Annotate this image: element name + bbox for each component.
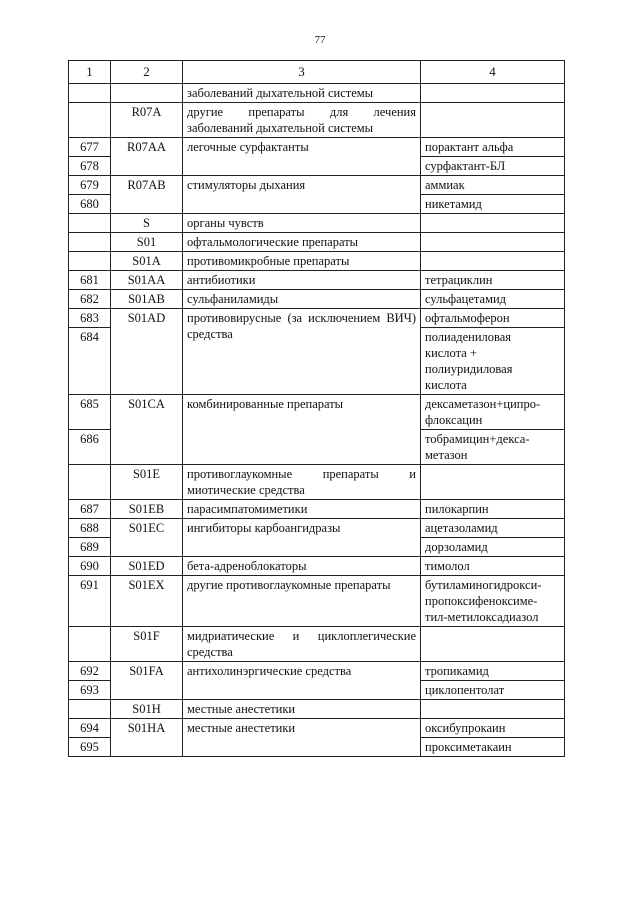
drug-name (421, 233, 565, 252)
row-number (69, 103, 111, 138)
drug-name: оксибупрокаин (421, 719, 565, 738)
group-name: легочные сурфактанты (183, 138, 421, 176)
row-number: 685 (69, 395, 111, 430)
group-name: ингибиторы карбоангидразы (183, 519, 421, 557)
atc-code: R07AB (111, 176, 183, 214)
group-name: противомикробные препараты (183, 252, 421, 271)
group-name: противоглаукомные препараты и миотические средства (183, 465, 421, 500)
row-number (69, 465, 111, 500)
row-number (69, 214, 111, 233)
drug-name: дорзоламид (421, 538, 565, 557)
table-row (69, 719, 565, 738)
row-number: 689 (69, 538, 111, 557)
drug-name: тропикамид (421, 662, 565, 681)
drug-name (421, 214, 565, 233)
header-col-1: 1 (69, 61, 111, 84)
drug-name (421, 84, 565, 103)
group-name: противовирусные (за исключением ВИЧ) средства (183, 309, 421, 395)
drug-table (68, 60, 565, 757)
table-row (69, 309, 565, 328)
atc-code: S01F (111, 627, 183, 662)
row-number: 695 (69, 738, 111, 757)
row-number: 682 (69, 290, 111, 309)
row-number: 678 (69, 157, 111, 176)
row-number: 681 (69, 271, 111, 290)
atc-code: S (111, 214, 183, 233)
group-name: сульфаниламиды (183, 290, 421, 309)
group-name: заболеваний дыхательной системы (183, 84, 421, 103)
group-name: антихолинэргические средства (183, 662, 421, 700)
drug-name-line: метазон (425, 448, 468, 462)
atc-code: S01AD (111, 309, 183, 395)
table-row (69, 233, 565, 252)
drug-name-line: тобрамицин+декса- (425, 432, 530, 446)
group-name: парасимпатомиметики (183, 500, 421, 519)
group-name: другие противоглаукомные препараты (183, 576, 421, 627)
group-name: местные анестетики (183, 700, 421, 719)
atc-code: S01HA (111, 719, 183, 757)
atc-code: S01E (111, 465, 183, 500)
drug-name-line: тил-метилоксадиазол (425, 610, 539, 624)
table-row (69, 290, 565, 309)
drug-name (421, 103, 565, 138)
row-number (69, 84, 111, 103)
group-name: местные анестетики (183, 719, 421, 757)
drug-name: порактант альфа (421, 138, 565, 157)
row-number: 693 (69, 681, 111, 700)
group-name: мидриатические и циклоплегические средства (183, 627, 421, 662)
atc-code: S01EX (111, 576, 183, 627)
drug-name (421, 395, 565, 430)
drug-name-line: полиадениловая (425, 330, 512, 344)
drug-name (421, 700, 565, 719)
atc-code: S01ED (111, 557, 183, 576)
header-col-4: 4 (421, 61, 565, 84)
drug-name (421, 430, 565, 465)
drug-name: аммиак (421, 176, 565, 195)
row-number: 694 (69, 719, 111, 738)
row-number (69, 700, 111, 719)
atc-code: S01AA (111, 271, 183, 290)
row-number: 683 (69, 309, 111, 328)
table-row (69, 214, 565, 233)
row-number: 690 (69, 557, 111, 576)
drug-name-line: флоксацин (425, 413, 483, 427)
row-number: 677 (69, 138, 111, 157)
header-row (69, 61, 565, 84)
row-number: 684 (69, 328, 111, 395)
drug-name-line: пропоксифеноксиме- (425, 594, 538, 608)
table-row (69, 271, 565, 290)
table-row (69, 465, 565, 500)
drug-name-line: дексаметазон+ципро- (425, 397, 541, 411)
drug-name-line: кислота + (425, 346, 477, 360)
table-row (69, 138, 565, 157)
atc-code: S01EB (111, 500, 183, 519)
atc-code: S01 (111, 233, 183, 252)
page-number: 77 (314, 34, 326, 46)
drug-name: сурфактант-БЛ (421, 157, 565, 176)
drug-name: проксиметакаин (421, 738, 565, 757)
table-row (69, 84, 565, 103)
table-row (69, 700, 565, 719)
table-row (69, 103, 565, 138)
atc-code: S01EC (111, 519, 183, 557)
group-name: бета-адреноблокаторы (183, 557, 421, 576)
row-number: 687 (69, 500, 111, 519)
drug-name: циклопентолат (421, 681, 565, 700)
row-number: 679 (69, 176, 111, 195)
group-name: антибиотики (183, 271, 421, 290)
row-number (69, 233, 111, 252)
row-number: 688 (69, 519, 111, 538)
drug-name-line: бутиламиногидрокси- (425, 578, 542, 592)
atc-code (111, 84, 183, 103)
group-name: комбинированные препараты (183, 395, 421, 465)
row-number: 686 (69, 430, 111, 465)
group-name: другие препараты для лечения заболеваний дыхательной системы (183, 103, 421, 138)
atc-code: S01FA (111, 662, 183, 700)
drug-name: тимолол (421, 557, 565, 576)
drug-name: ацетазоламид (421, 519, 565, 538)
table-row (69, 252, 565, 271)
drug-name (421, 252, 565, 271)
row-number (69, 627, 111, 662)
header-col-3: 3 (183, 61, 421, 84)
table-row (69, 519, 565, 538)
table-row (69, 500, 565, 519)
table-row (69, 662, 565, 681)
drug-name: пилокарпин (421, 500, 565, 519)
atc-code: S01H (111, 700, 183, 719)
atc-code: S01CA (111, 395, 183, 465)
table-row (69, 627, 565, 662)
drug-name (421, 627, 565, 662)
drug-name (421, 576, 565, 627)
table-row (69, 395, 565, 430)
drug-name: никетамид (421, 195, 565, 214)
table-row (69, 176, 565, 195)
drug-name-line: кислота (425, 378, 467, 392)
drug-name: тетрациклин (421, 271, 565, 290)
row-number: 692 (69, 662, 111, 681)
table-row (69, 576, 565, 627)
row-number (69, 252, 111, 271)
atc-code: S01A (111, 252, 183, 271)
header-col-2: 2 (111, 61, 183, 84)
drug-name (421, 465, 565, 500)
drug-name (421, 328, 565, 395)
row-number: 680 (69, 195, 111, 214)
atc-code: S01AB (111, 290, 183, 309)
drug-name: сульфацетамид (421, 290, 565, 309)
group-name: органы чувств (183, 214, 421, 233)
row-number: 691 (69, 576, 111, 627)
drug-name: офтальмоферон (421, 309, 565, 328)
drug-name-line: полиуридиловая (425, 362, 513, 376)
table-row (69, 557, 565, 576)
group-name: стимуляторы дыхания (183, 176, 421, 214)
atc-code: R07A (111, 103, 183, 138)
group-name: офтальмологические препараты (183, 233, 421, 252)
atc-code: R07AA (111, 138, 183, 176)
